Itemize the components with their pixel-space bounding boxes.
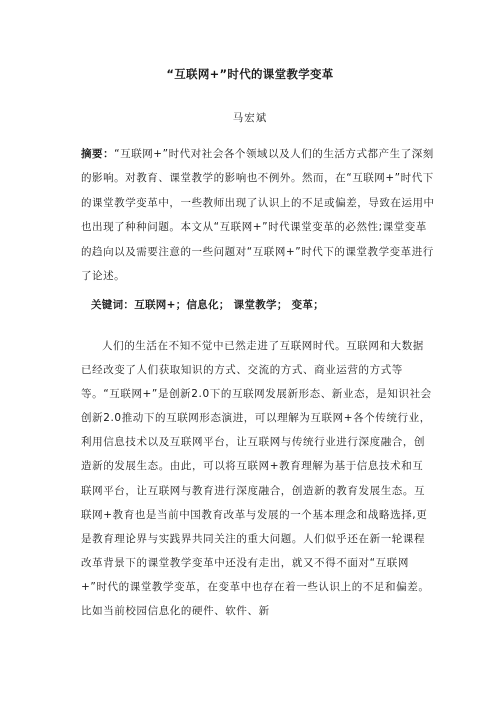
abstract-label: 摘要： [81, 148, 115, 160]
paper-title: “互联网+”时代的课堂教学变革 [166, 67, 334, 81]
author-name: 马宏斌 [232, 112, 268, 124]
abstract-text: “互联网+”时代对社会各个领域以及人们的生活方式都产生了深刻的影响。对教育、课堂教学的影响也不例外。然而，在“互联网+”时代下的课堂教学变革中，一些教师出现了认识上的不足或偏差，导致在运用中也出现了种种问题。本文从“互联网+”时代课堂变革的必然性;课堂变革的趋向以及需要注意的一些问题对“互联网+”时代下的课堂教学变革进行了论述。 [81, 148, 435, 283]
abstract-paragraph [81, 142, 436, 288]
keywords-line: 关键词：互联网+；信息化； 课堂教学； 变革； [91, 299, 325, 311]
body-paragraph: 人们的生活在不知不觉中已然走进了互联网时代。互联网和大数据已经改变了人们获取知识的方式、交流的方式、商业运营的方式等等。“互联网+”是创新2.0下的互联网发展新形态、新业态，是知识社会创新2.0推动下的互联网形态演进，可以理解为互联网+各个传统行业，利用信息技术以及互联网平台，让互联网与传统行业进行深度融合，创造新的发展生态。由此，可以将互联网+教育理解为基于信息技术和互联网平台，让互联网与教育进行深度融合，创造新的教育发展生态。互联网+教育也是当前中国教育改革与发展的一个基本理念和战略选择,更是教育理论界与实践界共同关注的重大问题。人们似乎还在新一轮课程改革背景下的课堂教学变革中还没有走出，就又不得不面对“互联网+”时代的课堂教学变革，在变革中也存在着一些认识上的不足和偏差。比如当前校园信息化的硬件、软件、新 [81, 340, 432, 618]
